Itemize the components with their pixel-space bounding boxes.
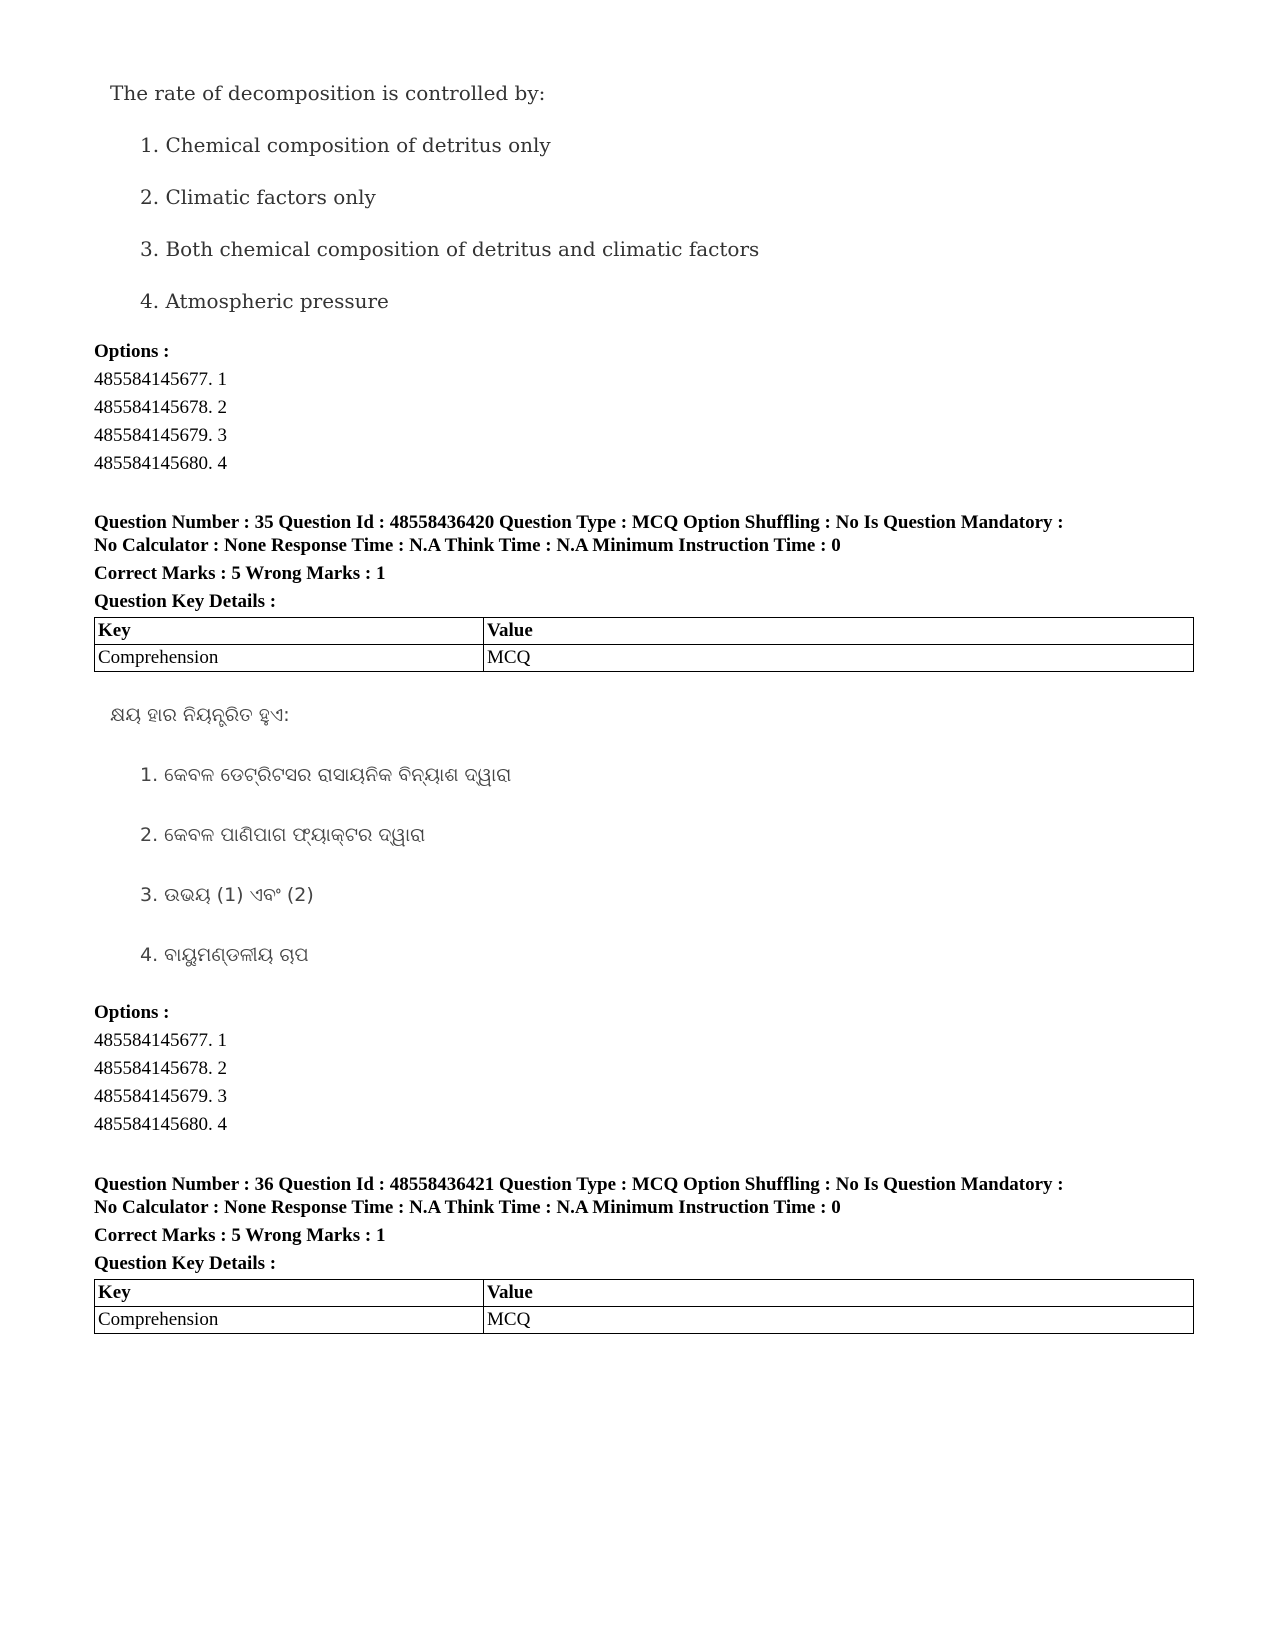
question-35-key-table xyxy=(94,617,1194,672)
choice-3: 3. ଉଭୟ (1) ଏବଂ (2) xyxy=(140,884,314,906)
option-item: 485584145680. 4 xyxy=(94,1114,227,1135)
key-details-label: Question Key Details : xyxy=(94,591,277,612)
table-header-value: Value xyxy=(484,1280,1194,1307)
question-stem: The rate of decomposition is controlled by: xyxy=(110,81,546,105)
choice-4: 4. ବାୟୁମଣ୍ଡଳୀୟ ଚାପ xyxy=(140,944,309,966)
option-item: 485584145678. 2 xyxy=(94,397,227,418)
table-header-row xyxy=(95,1280,1194,1307)
question-36-key-table xyxy=(94,1279,1194,1334)
table-cell-key: Comprehension xyxy=(95,645,484,672)
marks-line: Correct Marks : 5 Wrong Marks : 1 xyxy=(94,1225,386,1246)
table-header-row xyxy=(95,618,1194,645)
choice-4: 4. Atmospheric pressure xyxy=(140,289,389,313)
key-details-label: Question Key Details : xyxy=(94,1253,277,1274)
option-item: 485584145679. 3 xyxy=(94,1086,227,1107)
table-header-value: Value xyxy=(484,618,1194,645)
choice-1: 1. କେବଳ ଡେଟ୍ରିଟସର ରାସାୟନିକ ବିନ୍ୟାଶ ଦ୍ୱାରା xyxy=(140,764,512,786)
choice-3: 3. Both chemical composition of detritus and climatic factors xyxy=(140,237,760,261)
table-row xyxy=(95,1307,1194,1334)
table-header-key: Key xyxy=(95,1280,484,1307)
question-35-header xyxy=(94,511,1194,613)
question-meta-line-2: No Calculator : None Response Time : N.A Think Time : N.A Minimum Instruction Time : 0 xyxy=(94,1197,841,1218)
question-36-header xyxy=(94,1173,1194,1275)
options-label: Options : xyxy=(94,341,170,362)
question-meta-line-1: Question Number : 35 Question Id : 48558436420 Question Type : MCQ Option Shuffling : No Is Question Mandatory : xyxy=(94,512,1064,533)
option-item: 485584145677. 1 xyxy=(94,369,227,390)
question-34-image xyxy=(110,78,810,316)
options-label: Options : xyxy=(94,1002,170,1023)
question-35-options xyxy=(94,999,1194,1139)
question-stem: କ୍ଷୟ ହାର ନିୟନ୍ତ୍ରିତ ହୁଏ: xyxy=(110,704,290,726)
question-meta-line-1: Question Number : 36 Question Id : 48558436421 Question Type : MCQ Option Shuffling : No Is Question Mandatory : xyxy=(94,1174,1064,1195)
table-cell-value: MCQ xyxy=(484,645,1194,672)
marks-line: Correct Marks : 5 Wrong Marks : 1 xyxy=(94,563,386,584)
option-item: 485584145678. 2 xyxy=(94,1058,227,1079)
option-item: 485584145679. 3 xyxy=(94,425,227,446)
choice-2: 2. କେବଳ ପାଣିପାଗ ଫ୍ୟାକ୍ଟର ଦ୍ୱାରା xyxy=(140,824,426,846)
table-header-key: Key xyxy=(95,618,484,645)
question-34-options xyxy=(94,338,1194,478)
table-row xyxy=(95,645,1194,672)
option-item: 485584145677. 1 xyxy=(94,1030,227,1051)
question-35-image xyxy=(110,700,810,970)
table-cell-key: Comprehension xyxy=(95,1307,484,1334)
option-item: 485584145680. 4 xyxy=(94,453,227,474)
table-cell-value: MCQ xyxy=(484,1307,1194,1334)
choice-2: 2. Climatic factors only xyxy=(140,185,376,209)
question-meta-line-2: No Calculator : None Response Time : N.A Think Time : N.A Minimum Instruction Time : 0 xyxy=(94,535,841,556)
choice-1: 1. Chemical composition of detritus only xyxy=(140,133,551,157)
